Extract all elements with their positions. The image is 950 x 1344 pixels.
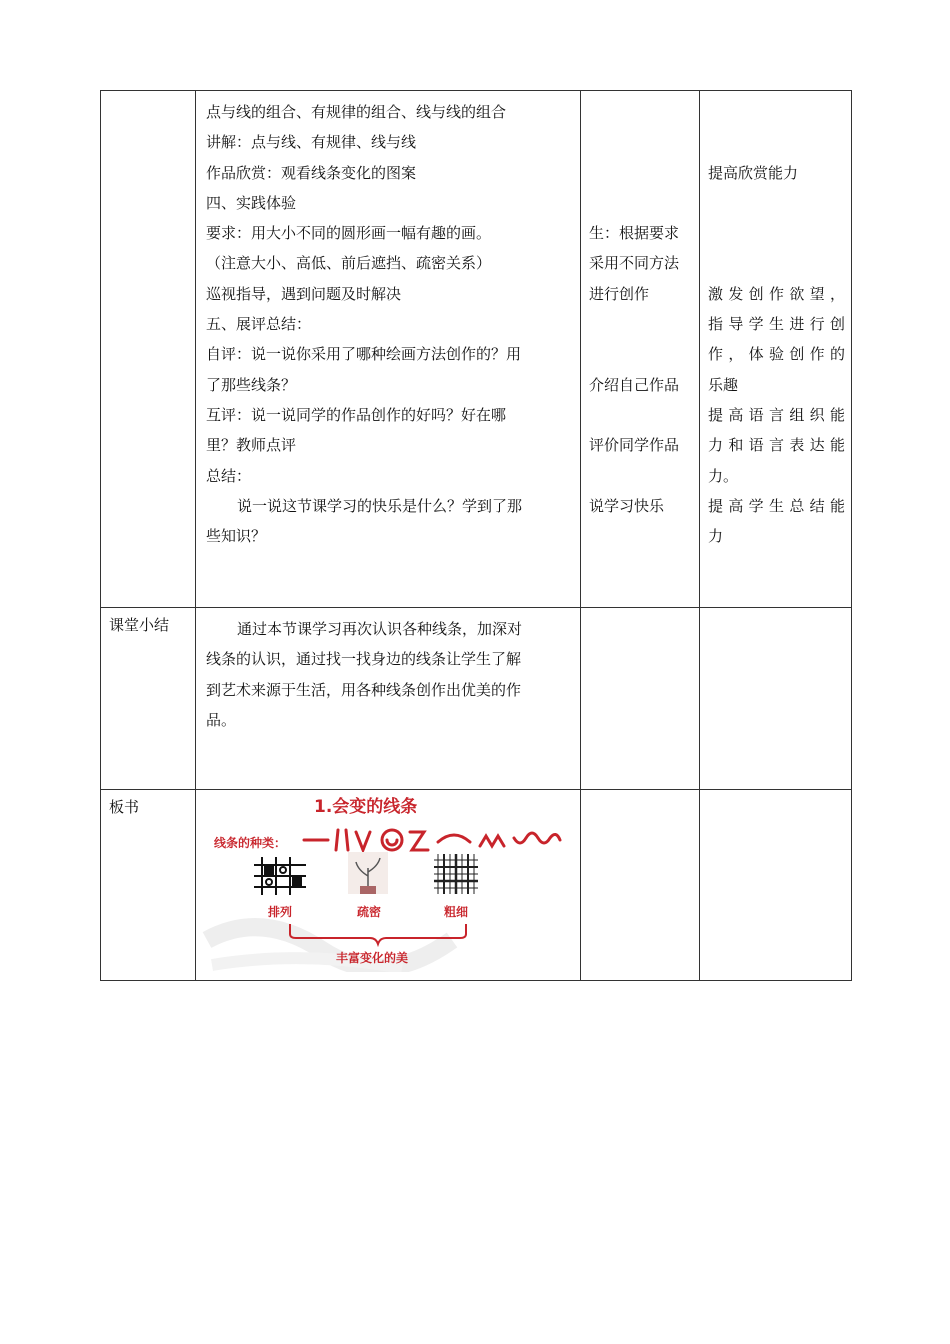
board-empty-cell xyxy=(700,790,852,981)
teacher-line: 说一说这节课学习的快乐是什么？学到了那 xyxy=(237,496,523,515)
summary-line: 到艺术来源于生活，用各种线条创作出优美的作 xyxy=(206,680,522,699)
purpose-line: 提高学生总结能 xyxy=(708,496,845,515)
density-pattern xyxy=(348,852,388,894)
teacher-line: 点与线的组合、有规律的组合、线与线的组合 xyxy=(206,103,507,121)
lesson-plan-table xyxy=(100,90,852,981)
board-title: 1.会变的线条 xyxy=(314,797,418,817)
student-line: 介绍自己作品 xyxy=(589,375,680,394)
thickness-label: 粗细 xyxy=(444,905,469,919)
summary-empty-cell xyxy=(700,608,852,790)
purpose-line: 指导学生进行创 xyxy=(708,315,845,334)
summary-line: 通过本节课学习再次认识各种线条，加深对 xyxy=(237,620,523,638)
teacher-line: 互评：说一说同学的作品创作的好吗？好在哪 xyxy=(206,405,507,424)
teacher-line: 总结： xyxy=(206,466,252,485)
purpose-line: 力。 xyxy=(708,466,739,485)
summary-row xyxy=(101,608,852,790)
summary-empty-cell xyxy=(581,608,700,790)
student-line: 进行创作 xyxy=(589,284,650,303)
board-image-cell xyxy=(196,790,581,981)
teacher-line: 作品欣赏：观看线条变化的图案 xyxy=(206,163,417,182)
board-label: 板书 xyxy=(109,798,140,816)
summary-label: 课堂小结 xyxy=(109,616,170,634)
summary-label-cell xyxy=(101,608,196,790)
conclusion-label: 丰富变化的美 xyxy=(336,951,409,965)
student-line: 生：根据要求 xyxy=(589,224,680,243)
teacher-line: 巡视指导，遇到问题及时解决 xyxy=(206,284,402,303)
student-line: 评价同学作品 xyxy=(589,436,680,455)
student-line: 说学习快乐 xyxy=(589,496,665,515)
purpose-line: 力和语言表达能 xyxy=(708,436,845,455)
activity-label-cell xyxy=(101,91,196,608)
board-label-cell xyxy=(101,790,196,981)
teacher-activity-cell xyxy=(196,91,581,608)
summary-line: 线条的认识，通过找一找身边的线条让学生了解 xyxy=(206,650,522,669)
arrangement-label: 排列 xyxy=(268,905,293,919)
summary-line: 品。 xyxy=(206,710,237,729)
teacher-line: 自评：说一说你采用了哪种绘画方法创作的？用 xyxy=(206,345,522,364)
line-types-label: 线条的种类： xyxy=(214,836,287,850)
density-label: 疏密 xyxy=(357,905,382,919)
board-empty-cell xyxy=(581,790,700,981)
teacher-line: （注意大小、高低、前后遮挡、疏密关系） xyxy=(206,254,492,273)
thickness-pattern xyxy=(434,854,478,894)
teacher-line: 些知识？ xyxy=(206,527,267,546)
teacher-line: 四、实践体验 xyxy=(206,193,297,212)
teacher-line: 里？教师点评 xyxy=(206,436,297,455)
activity-row xyxy=(101,91,852,608)
student-line: 采用不同方法 xyxy=(589,254,680,273)
purpose-line: 力 xyxy=(708,527,724,546)
teacher-line: 了那些线条？ xyxy=(206,375,297,394)
summary-text-cell xyxy=(196,608,581,790)
design-purpose-cell xyxy=(700,91,852,608)
teacher-line: 要求：用大小不同的圆形画一幅有趣的画。 xyxy=(206,224,492,243)
teacher-line: 讲解：点与线、有规律、线与线 xyxy=(206,133,417,152)
purpose-line: 提高欣赏能力 xyxy=(708,163,799,182)
blackboard-design xyxy=(202,790,572,970)
student-activity-cell xyxy=(581,91,700,608)
purpose-line: 提高语言组织能 xyxy=(708,405,845,424)
purpose-line: 作，体验创作的 xyxy=(708,345,845,364)
purpose-line: 激发创作欲望， xyxy=(708,284,845,303)
board-row xyxy=(101,790,852,981)
purpose-line: 乐趣 xyxy=(708,375,739,394)
teacher-line: 五、展评总结： xyxy=(206,315,312,334)
